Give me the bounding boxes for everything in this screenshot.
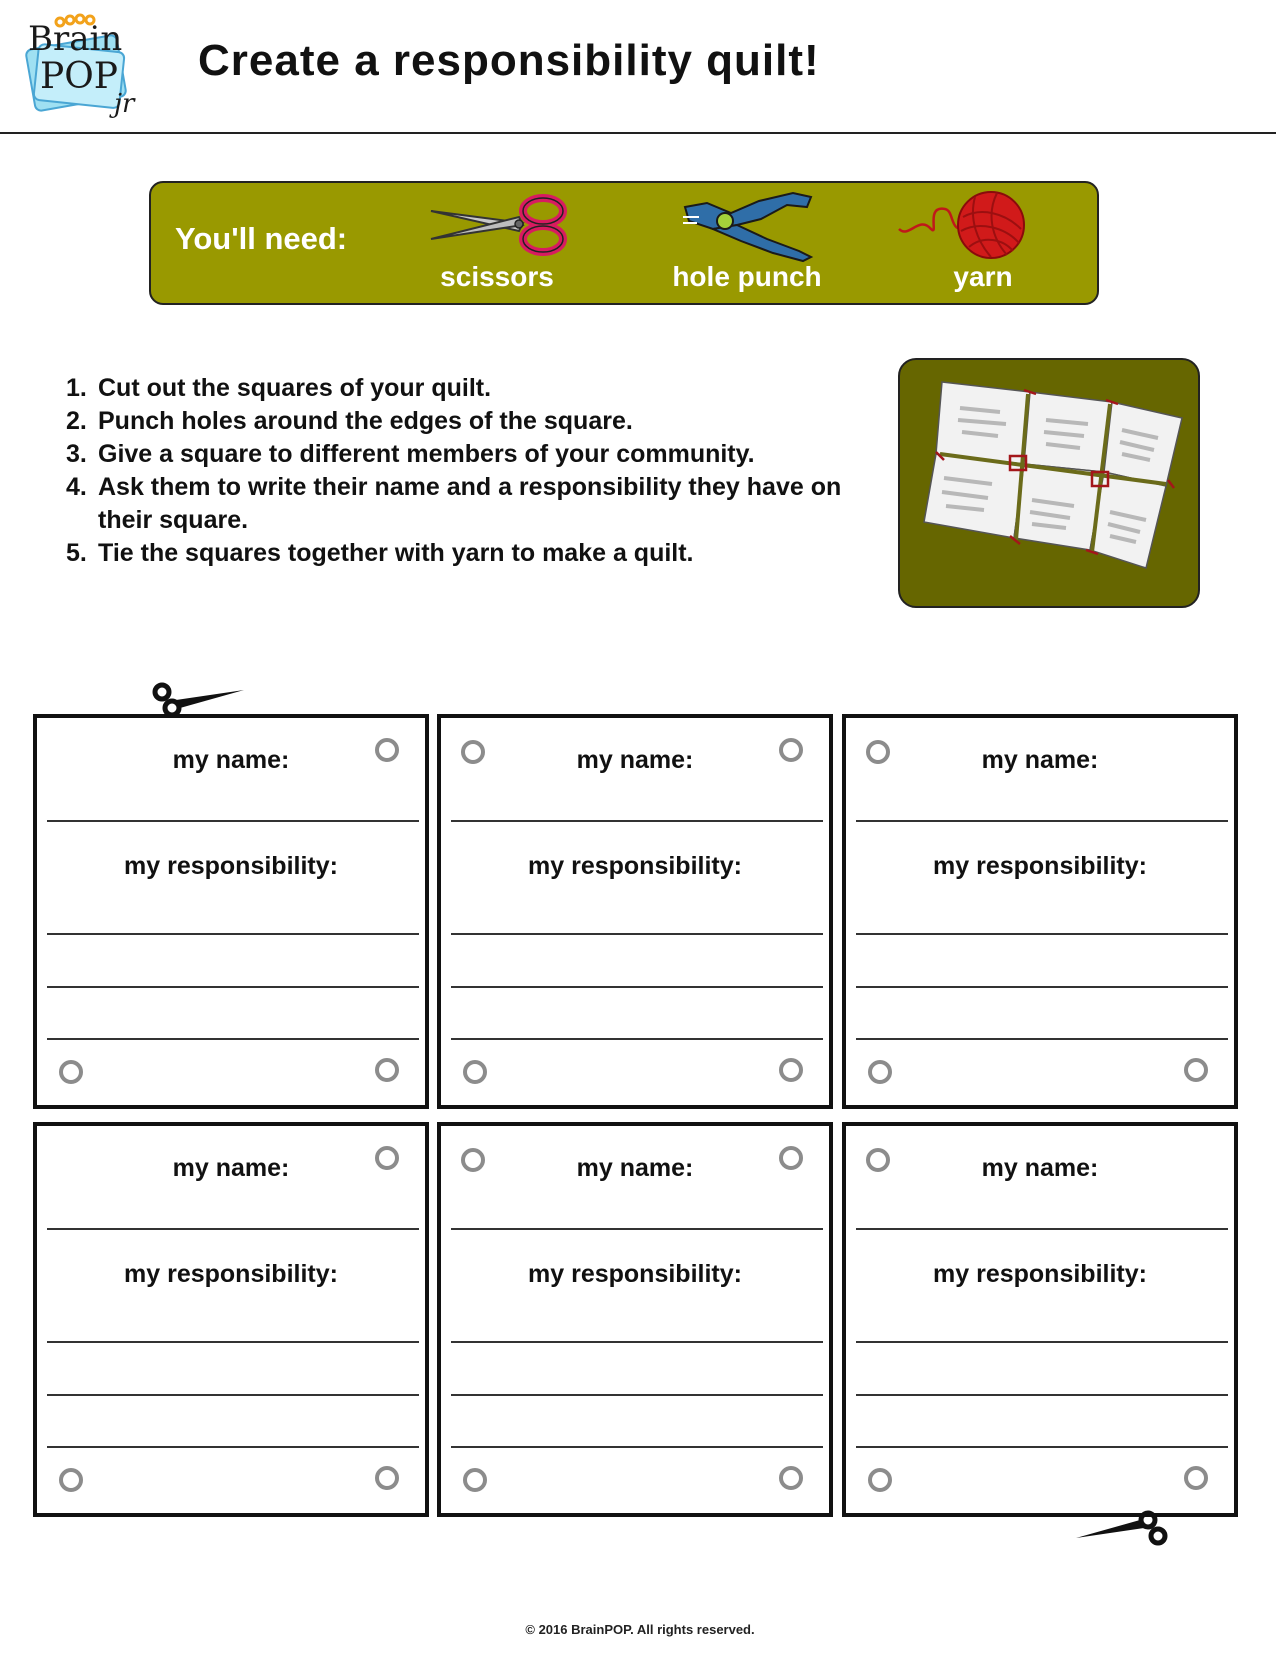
punch-hole [375, 738, 399, 762]
responsibility-line [47, 1038, 419, 1040]
punch-hole [375, 1146, 399, 1170]
cut-line-scissors-icon [152, 682, 246, 718]
instructions-list [66, 372, 868, 570]
step-1: 1. Cut out the squares of your quilt. [66, 374, 492, 402]
responsibility-line [451, 1394, 823, 1396]
name-line [451, 1228, 823, 1230]
quilt-square-1 [33, 714, 429, 1109]
yarn-icon [895, 189, 1025, 261]
name-line [856, 1228, 1228, 1230]
punch-hole [59, 1060, 83, 1084]
responsibility-label: my responsibility: [933, 1260, 1147, 1288]
responsibility-line [47, 1341, 419, 1343]
punch-hole [463, 1468, 487, 1492]
punch-hole [375, 1466, 399, 1490]
step-5: 5. Tie the squares together with yarn to make a quilt. [66, 539, 694, 567]
punch-hole [463, 1060, 487, 1084]
supplies-label: You'll need: [175, 221, 348, 256]
page-title: Create a responsibility quilt! [198, 36, 820, 85]
punch-hole [866, 740, 890, 764]
responsibility-line [856, 986, 1228, 988]
punch-hole [779, 1058, 803, 1082]
svg-text:POP: POP [40, 56, 118, 97]
supply-label-scissors: scissors [440, 261, 554, 292]
punch-hole [779, 1146, 803, 1170]
responsibility-label: my responsibility: [528, 852, 742, 880]
cut-line-scissors-icon [1074, 1510, 1168, 1546]
responsibility-line [856, 1038, 1228, 1040]
responsibility-line [47, 1446, 419, 1448]
punch-hole [59, 1468, 83, 1492]
name-label: my name: [576, 1154, 694, 1182]
responsibility-line [47, 986, 419, 988]
responsibility-label: my responsibility: [124, 1260, 338, 1288]
punch-hole [779, 738, 803, 762]
quilt-square-3 [842, 714, 1238, 1109]
punch-hole [779, 1466, 803, 1490]
punch-hole [461, 740, 485, 764]
quilt-square-2 [437, 714, 833, 1109]
supply-label-yarn: yarn [953, 261, 1013, 292]
step-2: 2. Punch holes around the edges of the square. [66, 407, 633, 435]
header-divider [0, 132, 1276, 134]
name-label: my name: [172, 746, 290, 774]
responsibility-line [451, 933, 823, 935]
responsibility-label: my responsibility: [933, 852, 1147, 880]
responsibility-line [451, 986, 823, 988]
svg-text:jr: jr [114, 89, 135, 119]
punch-hole [1184, 1058, 1208, 1082]
copyright-footer: © 2016 BrainPOP. All rights reserved. [525, 1622, 755, 1637]
svg-text:Brain: Brain [28, 19, 123, 59]
responsibility-line [856, 1446, 1228, 1448]
quilt-square-4 [33, 1122, 429, 1517]
supplies-banner [149, 181, 1099, 305]
punch-hole [1184, 1466, 1208, 1490]
name-line [47, 1228, 419, 1230]
supply-label-hole-punch: hole punch [672, 261, 822, 292]
page-header [0, 0, 1280, 134]
responsibility-line [451, 1446, 823, 1448]
step-3: 3. Give a square to different members of your community. [66, 440, 755, 468]
responsibility-line [856, 1394, 1228, 1396]
quilt-illustration [898, 358, 1200, 608]
punch-hole [868, 1060, 892, 1084]
name-line [47, 820, 419, 822]
name-line [451, 820, 823, 822]
scissors-icon [427, 193, 569, 259]
quilt-square-6 [842, 1122, 1238, 1517]
step-4: 4. Ask them to write their name and a responsibility they have on their square. [66, 473, 842, 534]
responsibility-line [451, 1038, 823, 1040]
hole-punch-icon [677, 187, 817, 263]
name-label: my name: [981, 1154, 1099, 1182]
quilt-icon [900, 360, 1200, 608]
punch-hole [866, 1148, 890, 1172]
quilt-square-5 [437, 1122, 833, 1517]
punch-hole [375, 1058, 399, 1082]
name-label: my name: [172, 1154, 290, 1182]
name-label: my name: [981, 746, 1099, 774]
name-label: my name: [576, 746, 694, 774]
responsibility-line [47, 933, 419, 935]
punch-hole [868, 1468, 892, 1492]
responsibility-line [856, 933, 1228, 935]
responsibility-line [856, 1341, 1228, 1343]
responsibility-label: my responsibility: [124, 852, 338, 880]
punch-hole [461, 1148, 485, 1172]
brainpop-jr-logo [18, 8, 148, 124]
name-line [856, 820, 1228, 822]
responsibility-line [47, 1394, 419, 1396]
responsibility-label: my responsibility: [528, 1260, 742, 1288]
responsibility-line [451, 1341, 823, 1343]
